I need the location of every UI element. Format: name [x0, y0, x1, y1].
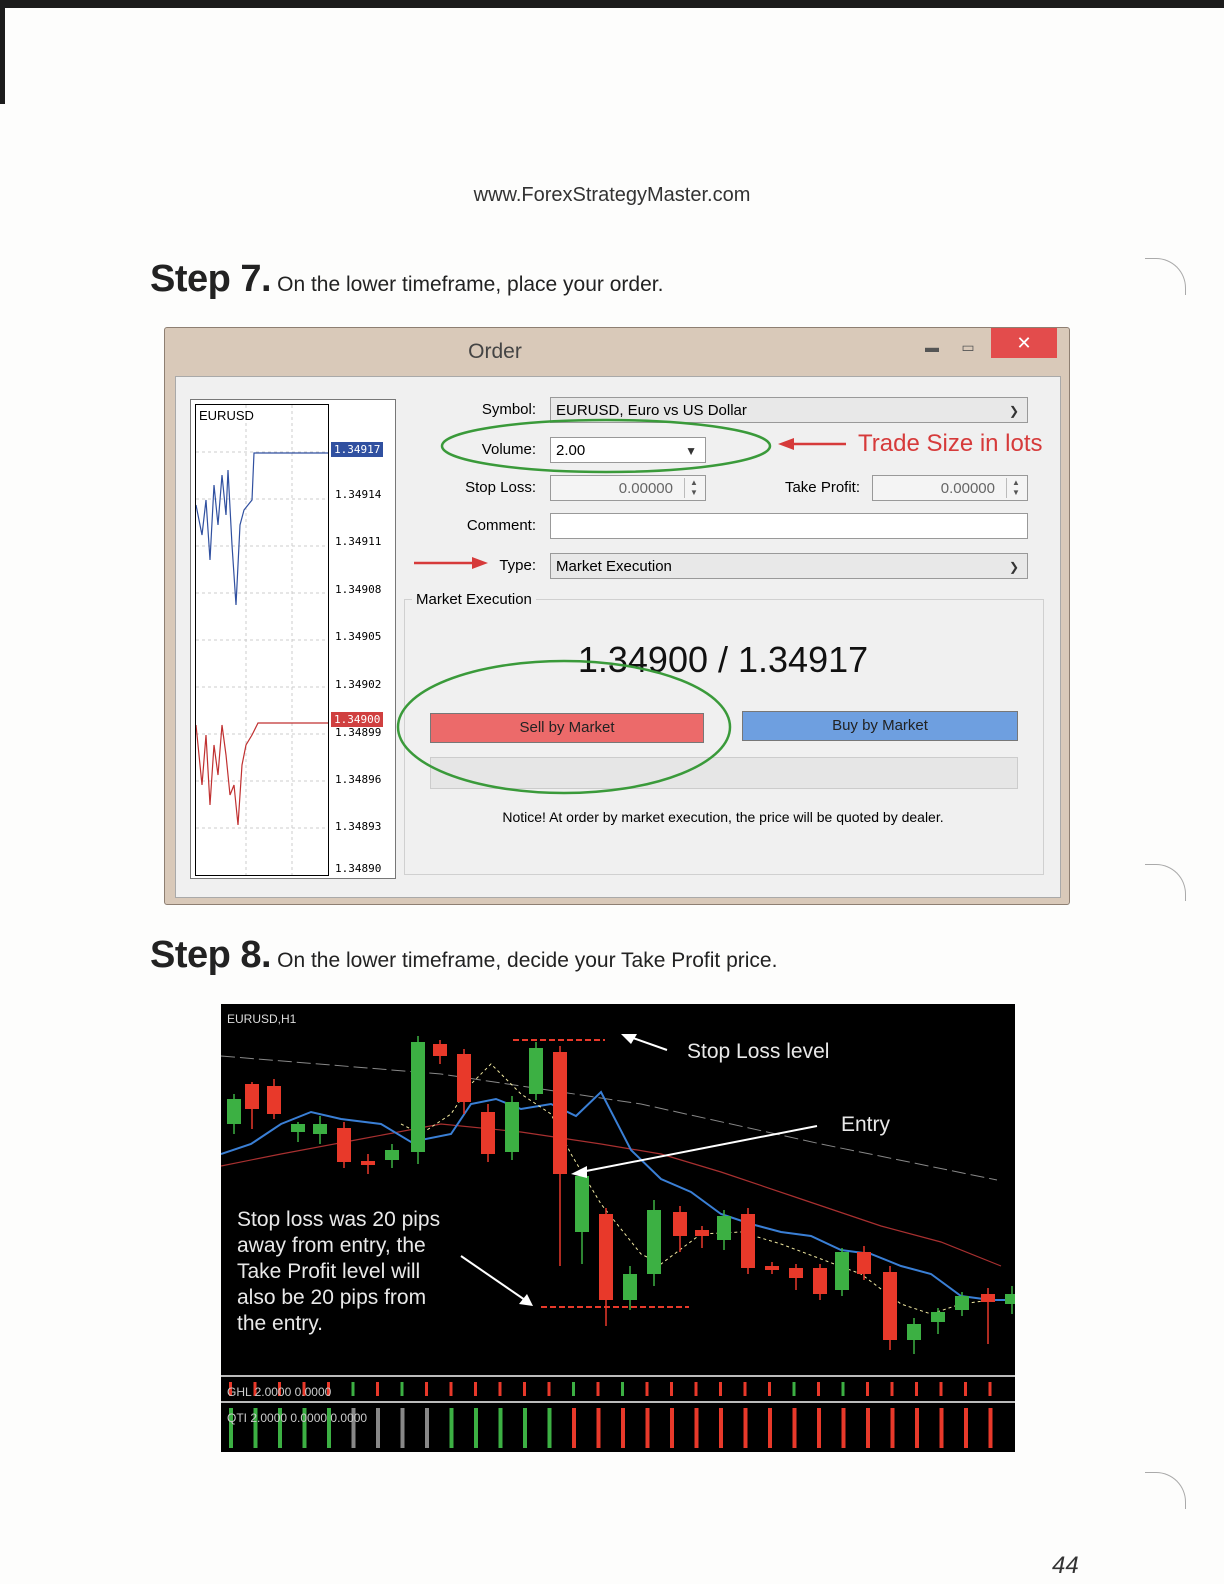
stop-loss-level-label: Stop Loss level	[687, 1040, 830, 1063]
bid-tick-label: 1.34900	[331, 712, 383, 727]
qti-bar	[621, 1408, 625, 1448]
ghl-bar	[695, 1382, 698, 1396]
candle-body	[385, 1150, 399, 1160]
qti-indicator-label: QTI 2.0000 0.0000 0.0000	[227, 1411, 368, 1425]
window-titlebar	[165, 328, 1069, 376]
ghl-bar	[474, 1382, 477, 1396]
top-scan-border	[0, 0, 1224, 8]
candle-body	[717, 1216, 731, 1240]
volume-input[interactable]	[550, 437, 706, 463]
status-bar	[430, 757, 1018, 789]
entry-label: Entry	[841, 1113, 891, 1136]
tick-label: 1.34911	[335, 535, 382, 548]
candle-body	[553, 1052, 567, 1174]
chevron-down-icon: ▼	[685, 444, 697, 458]
arrow-head-icon	[519, 1294, 533, 1306]
qti-bar	[646, 1408, 650, 1448]
qti-bar	[474, 1408, 478, 1448]
mini-chart-frame	[195, 404, 329, 876]
qti-bar	[817, 1408, 821, 1448]
stop-loss-note	[237, 1208, 440, 1335]
maximize-icon[interactable]: ▭	[961, 339, 975, 355]
candle-body	[765, 1266, 779, 1270]
ghl-bar	[621, 1382, 624, 1396]
spinner-icon[interactable]: ▲ ▼	[684, 478, 703, 498]
hole-punch-mark	[1145, 1472, 1186, 1509]
qti-bar	[597, 1408, 601, 1448]
ask-tick-label: 1.34917	[331, 442, 383, 457]
tick-label: 1.34908	[335, 583, 382, 596]
ghl-bar	[842, 1382, 845, 1396]
candle-body	[529, 1048, 543, 1094]
page-number: 44	[1052, 1552, 1079, 1579]
trade-size-annotation: Trade Size in lots	[858, 430, 1043, 457]
ghl-bar	[793, 1382, 796, 1396]
buy-by-market-button[interactable]: Buy by Market	[742, 711, 1018, 741]
ghl-bar	[376, 1382, 379, 1396]
qti-bar	[523, 1408, 527, 1448]
stop-loss-label: Stop Loss:	[465, 479, 536, 496]
ghl-bar	[768, 1382, 771, 1396]
ghl-bar	[425, 1382, 428, 1396]
take-profit-input[interactable]	[872, 475, 1028, 501]
candle-body	[433, 1044, 447, 1056]
ghl-bar	[597, 1382, 600, 1396]
chart-symbol: EURUSD,H1	[227, 1012, 297, 1026]
candle-body	[623, 1274, 637, 1300]
candle-body	[647, 1210, 661, 1274]
candlestick-svg	[221, 1004, 1015, 1452]
bid-ask-price: 1.34900 / 1.34917	[577, 639, 869, 680]
candle-body	[835, 1252, 849, 1290]
candle-body	[695, 1230, 709, 1236]
qti-bar	[425, 1408, 429, 1448]
candle-body	[411, 1042, 425, 1152]
qti-bar	[499, 1408, 503, 1448]
symbol-value: EURUSD, Euro vs US Dollar	[556, 402, 747, 419]
comment-input[interactable]	[550, 513, 1028, 539]
mini-tick-chart	[190, 399, 396, 879]
candle-body	[505, 1102, 519, 1152]
candle-body	[457, 1054, 471, 1102]
ghl-bar	[450, 1382, 453, 1396]
ghl-bar	[352, 1382, 355, 1396]
ghl-bar	[548, 1382, 551, 1396]
mini-chart-symbol: EURUSD	[199, 408, 254, 423]
comment-label: Comment:	[466, 517, 536, 534]
candle-body	[907, 1324, 921, 1340]
tick-label: 1.34905	[335, 630, 382, 643]
candle-body	[227, 1099, 241, 1124]
ghl-bar	[401, 1382, 404, 1396]
candle-body	[599, 1214, 613, 1300]
window-title: Order	[468, 340, 522, 363]
execution-group-label: Market Execution	[412, 591, 536, 608]
ghl-bar	[572, 1382, 575, 1396]
step7-label: Step 7.	[150, 258, 272, 300]
qti-bar	[940, 1408, 944, 1448]
chevron-down-icon: ❯	[1008, 560, 1019, 574]
note-line: also be 20 pips from	[237, 1286, 427, 1309]
volume-label: Volume:	[481, 441, 536, 458]
note-line: Take Profit level will	[237, 1260, 421, 1283]
stop-loss-input[interactable]	[550, 475, 706, 501]
take-profit-arrow	[461, 1256, 525, 1300]
mini-chart-lines	[196, 405, 328, 875]
close-button[interactable]: ✕	[991, 328, 1057, 358]
qti-bar	[866, 1408, 870, 1448]
qti-bar	[548, 1408, 552, 1448]
note-line: the entry.	[237, 1312, 323, 1335]
candle-body	[789, 1268, 803, 1278]
candle-body	[313, 1124, 327, 1134]
candle-body	[337, 1128, 351, 1162]
note-line: Stop loss was 20 pips	[237, 1208, 441, 1231]
candle-body	[267, 1086, 281, 1114]
qti-bar	[891, 1408, 895, 1448]
hole-punch-mark	[1145, 258, 1186, 295]
symbol-label: Symbol:	[481, 401, 536, 418]
qti-bar	[768, 1408, 772, 1448]
qti-bar	[572, 1408, 576, 1448]
candle-body	[931, 1312, 945, 1322]
hole-punch-mark	[1145, 864, 1186, 901]
minimize-icon[interactable]: ▬	[925, 339, 939, 355]
qti-bar	[401, 1408, 405, 1448]
ghl-indicator-bars	[229, 1382, 992, 1396]
qti-bar	[964, 1408, 968, 1448]
candle-body	[361, 1161, 375, 1165]
candle-body	[981, 1294, 995, 1302]
step8-text: On the lower timeframe, decide your Take Profit price.	[277, 949, 778, 972]
ghl-bar	[670, 1382, 673, 1396]
qti-bar	[719, 1408, 723, 1448]
candle-body	[245, 1084, 259, 1109]
left-scan-border	[0, 0, 5, 104]
tick-label: 1.34914	[335, 488, 382, 501]
type-label: Type:	[499, 557, 536, 574]
chevron-down-icon: ❯	[1008, 404, 1019, 418]
step8-heading	[150, 934, 777, 977]
step7-heading	[150, 258, 663, 301]
note-line: away from entry, the	[237, 1234, 426, 1257]
ghl-bar	[891, 1382, 894, 1396]
qti-bar	[670, 1408, 674, 1448]
ghl-bar	[719, 1382, 722, 1396]
candle-body	[883, 1272, 897, 1340]
candle-body	[1005, 1294, 1015, 1304]
dealer-notice: Notice! At order by market execution, the price will be quoted by dealer.	[502, 809, 944, 825]
qti-bar	[842, 1408, 846, 1448]
qti-bar	[793, 1408, 797, 1448]
candle-body	[857, 1252, 871, 1274]
tick-label: 1.34899	[335, 726, 382, 739]
ghl-bar	[940, 1382, 943, 1396]
type-select[interactable]	[550, 553, 1028, 579]
tick-label: 1.34890	[335, 862, 382, 875]
ghl-bar	[817, 1382, 820, 1396]
qti-bar	[376, 1408, 380, 1448]
take-profit-value: 0.00000	[940, 480, 995, 497]
ghl-bar	[989, 1382, 992, 1396]
candle-body	[481, 1112, 495, 1154]
qti-bar	[915, 1408, 919, 1448]
spinner-icon[interactable]: ▲ ▼	[1006, 478, 1025, 498]
tick-label: 1.34896	[335, 773, 382, 786]
tick-label: 1.34902	[335, 678, 382, 691]
ghl-bar	[744, 1382, 747, 1396]
step7-text: On the lower timeframe, place your order.	[277, 273, 664, 296]
site-url: www.ForexStrategyMaster.com	[473, 184, 751, 206]
volume-value: 2.00	[556, 442, 586, 459]
tick-label: 1.34893	[335, 820, 382, 833]
step8-label: Step 8.	[150, 934, 272, 976]
candle-body	[291, 1124, 305, 1132]
candlestick-chart	[221, 1004, 1015, 1452]
qti-bar	[989, 1408, 993, 1448]
ghl-indicator-label: GHL 2.0000 0.0000	[227, 1385, 332, 1399]
symbol-select[interactable]	[550, 397, 1028, 423]
candle-body	[575, 1176, 589, 1232]
ghl-bar	[964, 1382, 967, 1396]
stop-loss-arrow	[633, 1038, 667, 1050]
candle-body	[673, 1212, 687, 1236]
sell-by-market-button[interactable]: Sell by Market	[430, 713, 704, 743]
ghl-bar	[866, 1382, 869, 1396]
ghl-bar	[646, 1382, 649, 1396]
candle-body	[955, 1296, 969, 1310]
order-window	[164, 327, 1070, 905]
stop-loss-value: 0.00000	[618, 480, 673, 497]
qti-bar	[744, 1408, 748, 1448]
qti-bar	[695, 1408, 699, 1448]
type-value: Market Execution	[556, 558, 672, 575]
ghl-bar	[499, 1382, 502, 1396]
ghl-bar	[915, 1382, 918, 1396]
candle-body	[741, 1214, 755, 1268]
candle-body	[813, 1268, 827, 1294]
qti-bar	[450, 1408, 454, 1448]
ghl-bar	[523, 1382, 526, 1396]
take-profit-label: Take Profit:	[784, 479, 860, 496]
